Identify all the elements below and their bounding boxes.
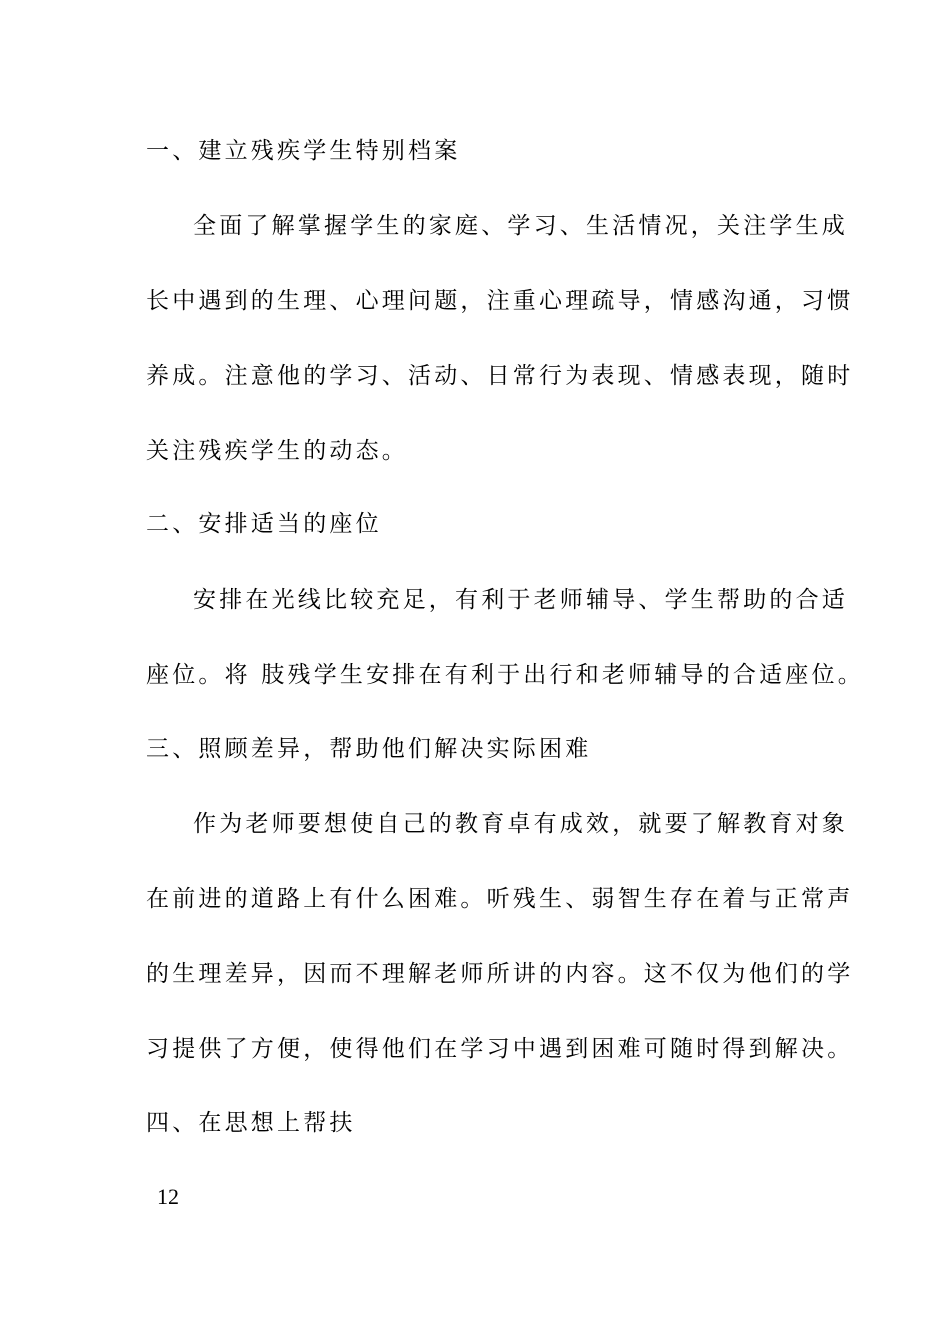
heading-2: 二、安排适当的座位 xyxy=(146,511,382,537)
paragraph-3-line-1: 作为老师要想使自己的教育卓有成效，就要了解教育对象 xyxy=(193,811,848,837)
paragraph-1-line-1: 全面了解掌握学生的家庭、学习、生活情况，关注学生成 xyxy=(193,213,848,239)
paragraph-2-line-2: 座位。将 肢残学生安排在有利于出行和老师辅导的合适座位。 xyxy=(146,662,864,688)
paragraph-2-line-1: 安排在光线比较充足，有利于老师辅导、学生帮助的合适 xyxy=(193,587,848,613)
paragraph-1-line-2: 长中遇到的生理、心理问题，注重心理疏导，情感沟通，习惯 xyxy=(146,288,854,314)
heading-3: 三、照顾差异，帮助他们解决实际困难 xyxy=(146,736,592,762)
heading-4: 四、在思想上帮扶 xyxy=(146,1110,356,1136)
paragraph-1-line-4: 关注残疾学生的动态。 xyxy=(146,438,408,464)
heading-1: 一、建立残疾学生特别档案 xyxy=(146,138,461,164)
paragraph-3-line-3: 的生理差异，因而不理解老师所讲的内容。这不仅为他们的学 xyxy=(146,961,854,987)
paragraph-3-line-4: 习提供了方便，使得他们在学习中遇到困难可随时得到解决。 xyxy=(146,1036,854,1062)
paragraph-1-line-3: 养成。注意他的学习、活动、日常行为表现、情感表现，随时 xyxy=(146,363,854,389)
paragraph-3-line-2: 在前进的道路上有什么困难。听残生、弱智生存在着与正常声 xyxy=(146,886,854,912)
page-number: 12 xyxy=(157,1184,179,1209)
